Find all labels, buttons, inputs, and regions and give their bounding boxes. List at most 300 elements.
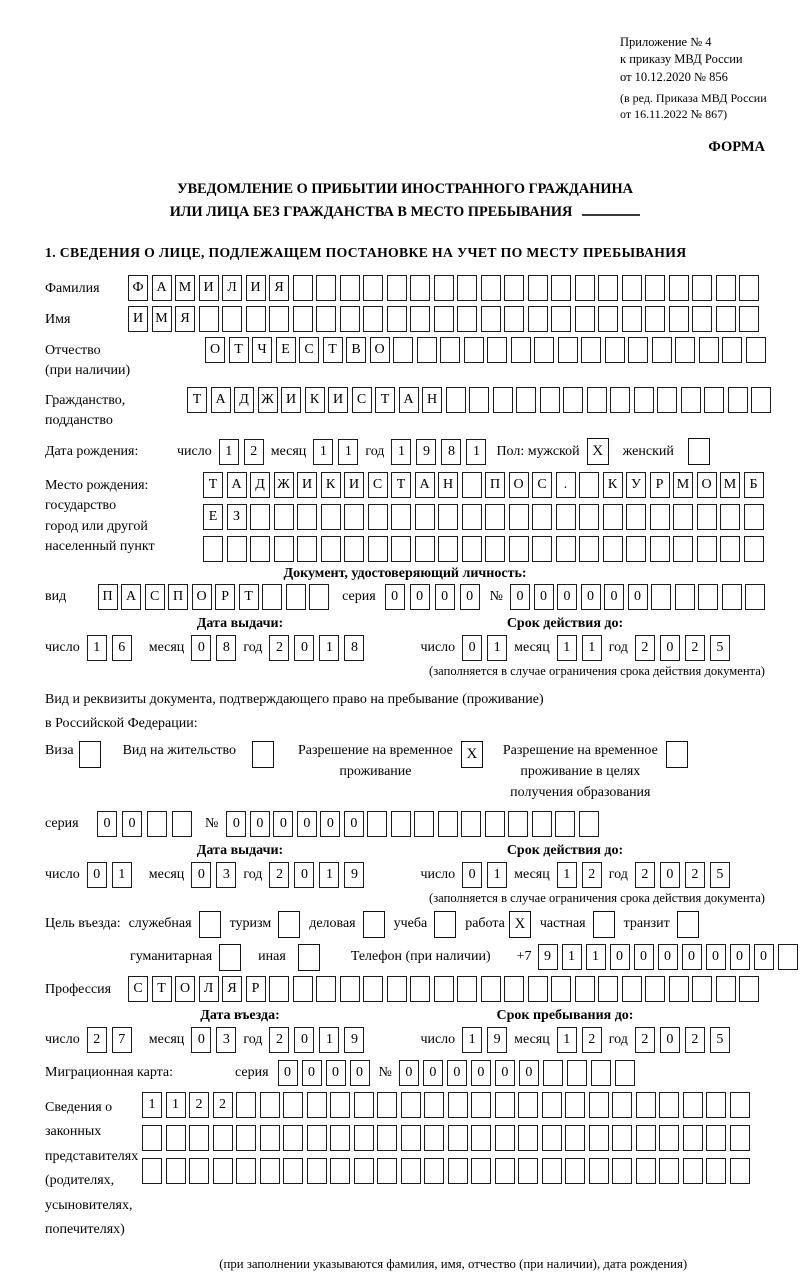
doc-expiry-day[interactable] <box>462 635 507 661</box>
char-box[interactable] <box>222 306 242 332</box>
char-box[interactable] <box>681 387 701 413</box>
migration-number-field[interactable] <box>399 1060 635 1086</box>
char-box[interactable]: О <box>192 584 212 610</box>
char-box[interactable]: Е <box>276 337 296 363</box>
firstname-field[interactable] <box>128 306 759 332</box>
char-box[interactable] <box>250 536 270 562</box>
char-box[interactable]: Т <box>203 472 223 498</box>
purpose-private-checkbox[interactable] <box>593 911 615 938</box>
char-box[interactable] <box>391 811 411 837</box>
char-box[interactable]: 2 <box>189 1092 209 1118</box>
char-box[interactable] <box>657 387 677 413</box>
char-box[interactable]: М <box>175 275 195 301</box>
char-box[interactable] <box>622 976 642 1002</box>
char-box[interactable] <box>142 1158 162 1184</box>
char-box[interactable] <box>598 275 618 301</box>
char-box[interactable] <box>448 1092 468 1118</box>
char-box[interactable]: Б <box>744 472 764 498</box>
char-box[interactable]: 0 <box>519 1060 539 1086</box>
char-box[interactable] <box>542 1092 562 1118</box>
char-box[interactable]: 0 <box>278 1060 298 1086</box>
entry-month[interactable] <box>191 1027 236 1053</box>
char-box[interactable] <box>516 387 536 413</box>
char-box[interactable]: 2 <box>269 1027 289 1053</box>
char-box[interactable]: Ж <box>274 472 294 498</box>
char-box[interactable] <box>368 536 388 562</box>
char-box[interactable] <box>172 811 192 837</box>
char-box[interactable]: А <box>121 584 141 610</box>
entry-day[interactable] <box>87 1027 132 1053</box>
char-box[interactable]: 0 <box>191 862 211 888</box>
surname-field[interactable] <box>128 275 759 301</box>
char-box[interactable] <box>706 1092 726 1118</box>
char-box[interactable] <box>417 337 437 363</box>
char-box[interactable] <box>262 584 282 610</box>
entry-year[interactable] <box>269 1027 364 1053</box>
char-box[interactable] <box>440 337 460 363</box>
char-box[interactable] <box>565 1092 585 1118</box>
char-box[interactable]: О <box>697 472 717 498</box>
char-box[interactable]: 0 <box>706 944 726 970</box>
char-box[interactable]: 0 <box>97 811 117 837</box>
char-box[interactable] <box>321 536 341 562</box>
char-box[interactable] <box>509 536 529 562</box>
char-box[interactable] <box>739 275 759 301</box>
char-box[interactable]: У <box>626 472 646 498</box>
char-box[interactable]: 0 <box>326 1060 346 1086</box>
char-box[interactable] <box>669 275 689 301</box>
visa-checkbox[interactable] <box>79 741 101 768</box>
char-box[interactable] <box>293 976 313 1002</box>
char-box[interactable] <box>354 1125 374 1151</box>
char-box[interactable] <box>528 976 548 1002</box>
char-box[interactable] <box>683 1125 703 1151</box>
char-box[interactable]: И <box>281 387 301 413</box>
char-box[interactable]: 0 <box>581 584 601 610</box>
char-box[interactable] <box>236 1125 256 1151</box>
char-box[interactable] <box>565 1125 585 1151</box>
char-box[interactable] <box>189 1158 209 1184</box>
char-box[interactable] <box>495 1092 515 1118</box>
char-box[interactable]: А <box>399 387 419 413</box>
char-box[interactable]: М <box>720 472 740 498</box>
char-box[interactable] <box>563 387 583 413</box>
char-box[interactable]: 2 <box>685 862 705 888</box>
char-box[interactable]: 1 <box>487 635 507 661</box>
char-box[interactable] <box>581 337 601 363</box>
residence-number-field[interactable] <box>226 811 599 837</box>
char-box[interactable] <box>387 306 407 332</box>
char-box[interactable] <box>579 504 599 530</box>
char-box[interactable] <box>469 387 489 413</box>
char-box[interactable] <box>722 584 742 610</box>
char-box[interactable]: 8 <box>216 635 236 661</box>
char-box[interactable] <box>587 387 607 413</box>
char-box[interactable]: 0 <box>495 1060 515 1086</box>
char-box[interactable] <box>471 1092 491 1118</box>
char-box[interactable] <box>591 1060 611 1086</box>
char-box[interactable] <box>283 1092 303 1118</box>
char-box[interactable] <box>415 504 435 530</box>
char-box[interactable] <box>415 536 435 562</box>
patronymic-field[interactable] <box>205 337 766 363</box>
char-box[interactable]: 9 <box>538 944 558 970</box>
char-box[interactable] <box>368 504 388 530</box>
char-box[interactable] <box>401 1158 421 1184</box>
char-box[interactable]: 0 <box>660 862 680 888</box>
residence-series-field[interactable] <box>97 811 192 837</box>
doc-issue-month[interactable] <box>191 635 236 661</box>
char-box[interactable]: 5 <box>710 635 730 661</box>
char-box[interactable] <box>344 536 364 562</box>
char-box[interactable] <box>410 976 430 1002</box>
char-box[interactable]: Т <box>375 387 395 413</box>
char-box[interactable]: 2 <box>213 1092 233 1118</box>
char-box[interactable] <box>528 306 548 332</box>
char-box[interactable] <box>410 306 430 332</box>
char-box[interactable] <box>391 504 411 530</box>
char-box[interactable]: 0 <box>610 944 630 970</box>
char-box[interactable] <box>692 976 712 1002</box>
char-box[interactable]: Т <box>187 387 207 413</box>
char-box[interactable] <box>293 275 313 301</box>
char-box[interactable] <box>274 536 294 562</box>
char-box[interactable]: 0 <box>462 635 482 661</box>
char-box[interactable]: С <box>368 472 388 498</box>
char-box[interactable]: 1 <box>487 862 507 888</box>
char-box[interactable]: 0 <box>660 1027 680 1053</box>
char-box[interactable] <box>340 976 360 1002</box>
char-box[interactable] <box>622 306 642 332</box>
char-box[interactable] <box>481 275 501 301</box>
char-box[interactable]: 0 <box>460 584 480 610</box>
char-box[interactable]: К <box>321 472 341 498</box>
char-box[interactable] <box>636 1158 656 1184</box>
char-box[interactable]: 1 <box>391 439 411 465</box>
char-box[interactable] <box>321 504 341 530</box>
char-box[interactable] <box>462 504 482 530</box>
char-box[interactable] <box>636 1125 656 1151</box>
char-box[interactable]: К <box>603 472 623 498</box>
char-box[interactable]: 5 <box>710 1027 730 1053</box>
char-box[interactable] <box>213 1158 233 1184</box>
char-box[interactable]: 2 <box>635 635 655 661</box>
char-box[interactable]: Т <box>239 584 259 610</box>
char-box[interactable]: С <box>145 584 165 610</box>
char-box[interactable] <box>716 275 736 301</box>
stay-month[interactable] <box>557 1027 602 1053</box>
char-box[interactable] <box>471 1125 491 1151</box>
char-box[interactable]: 0 <box>344 811 364 837</box>
residence-expiry-month[interactable] <box>557 862 602 888</box>
char-box[interactable]: 1 <box>562 944 582 970</box>
char-box[interactable] <box>495 1125 515 1151</box>
char-box[interactable] <box>316 275 336 301</box>
char-box[interactable] <box>434 306 454 332</box>
residence-permit-checkbox[interactable] <box>252 741 274 768</box>
char-box[interactable] <box>504 306 524 332</box>
char-box[interactable] <box>509 504 529 530</box>
char-box[interactable] <box>142 1125 162 1151</box>
char-box[interactable] <box>706 1125 726 1151</box>
char-box[interactable]: И <box>344 472 364 498</box>
char-box[interactable] <box>354 1158 374 1184</box>
char-box[interactable] <box>283 1125 303 1151</box>
char-box[interactable]: 2 <box>635 862 655 888</box>
char-box[interactable]: А <box>227 472 247 498</box>
char-box[interactable]: 0 <box>435 584 455 610</box>
char-box[interactable]: 3 <box>216 862 236 888</box>
representatives-row-2[interactable] <box>142 1125 750 1151</box>
char-box[interactable]: 5 <box>710 862 730 888</box>
char-box[interactable] <box>487 337 507 363</box>
char-box[interactable]: Д <box>250 472 270 498</box>
char-box[interactable] <box>401 1125 421 1151</box>
char-box[interactable]: С <box>128 976 148 1002</box>
char-box[interactable]: Р <box>246 976 266 1002</box>
char-box[interactable] <box>518 1092 538 1118</box>
char-box[interactable] <box>227 536 247 562</box>
char-box[interactable] <box>720 536 740 562</box>
char-box[interactable]: 1 <box>338 439 358 465</box>
char-box[interactable] <box>532 504 552 530</box>
char-box[interactable] <box>414 811 434 837</box>
char-box[interactable]: 0 <box>754 944 774 970</box>
char-box[interactable] <box>575 275 595 301</box>
char-box[interactable] <box>438 811 458 837</box>
char-box[interactable]: К <box>305 387 325 413</box>
char-box[interactable]: 0 <box>250 811 270 837</box>
residence-issue-year[interactable] <box>269 862 364 888</box>
char-box[interactable] <box>485 811 505 837</box>
char-box[interactable] <box>363 306 383 332</box>
char-box[interactable] <box>504 976 524 1002</box>
char-box[interactable]: М <box>152 306 172 332</box>
char-box[interactable]: 0 <box>294 862 314 888</box>
char-box[interactable] <box>363 275 383 301</box>
char-box[interactable] <box>659 1125 679 1151</box>
char-box[interactable] <box>166 1125 186 1151</box>
char-box[interactable] <box>344 504 364 530</box>
char-box[interactable]: Е <box>203 504 223 530</box>
char-box[interactable] <box>367 811 387 837</box>
char-box[interactable]: С <box>532 472 552 498</box>
char-box[interactable]: 0 <box>297 811 317 837</box>
char-box[interactable]: Л <box>222 275 242 301</box>
char-box[interactable]: О <box>370 337 390 363</box>
char-box[interactable] <box>645 306 665 332</box>
char-box[interactable] <box>363 976 383 1002</box>
char-box[interactable]: Я <box>175 306 195 332</box>
char-box[interactable] <box>622 275 642 301</box>
char-box[interactable]: Я <box>222 976 242 1002</box>
char-box[interactable]: 2 <box>87 1027 107 1053</box>
birth-place-row-1[interactable] <box>203 472 764 498</box>
char-box[interactable]: 8 <box>344 635 364 661</box>
char-box[interactable] <box>481 976 501 1002</box>
char-box[interactable]: 9 <box>416 439 436 465</box>
char-box[interactable] <box>462 472 482 498</box>
char-box[interactable] <box>393 337 413 363</box>
char-box[interactable] <box>166 1158 186 1184</box>
char-box[interactable]: 1 <box>466 439 486 465</box>
char-box[interactable] <box>199 306 219 332</box>
char-box[interactable] <box>716 306 736 332</box>
char-box[interactable]: 0 <box>385 584 405 610</box>
char-box[interactable]: А <box>415 472 435 498</box>
char-box[interactable] <box>555 811 575 837</box>
char-box[interactable] <box>659 1092 679 1118</box>
char-box[interactable] <box>330 1158 350 1184</box>
char-box[interactable]: И <box>128 306 148 332</box>
char-box[interactable]: З <box>227 504 247 530</box>
char-box[interactable] <box>293 306 313 332</box>
char-box[interactable] <box>645 275 665 301</box>
char-box[interactable] <box>589 1158 609 1184</box>
char-box[interactable] <box>250 504 270 530</box>
char-box[interactable] <box>575 976 595 1002</box>
char-box[interactable]: 2 <box>635 1027 655 1053</box>
char-box[interactable] <box>720 504 740 530</box>
char-box[interactable] <box>424 1158 444 1184</box>
char-box[interactable] <box>652 337 672 363</box>
char-box[interactable]: Ж <box>258 387 278 413</box>
purpose-tourism-checkbox[interactable] <box>278 911 300 938</box>
char-box[interactable] <box>330 1092 350 1118</box>
profession-field[interactable] <box>128 976 759 1002</box>
char-box[interactable]: Я <box>269 275 289 301</box>
purpose-transit-checkbox[interactable] <box>677 911 699 938</box>
char-box[interactable]: Н <box>422 387 442 413</box>
char-box[interactable] <box>698 584 718 610</box>
char-box[interactable]: М <box>673 472 693 498</box>
doc-issue-year[interactable] <box>269 635 364 661</box>
char-box[interactable] <box>424 1092 444 1118</box>
char-box[interactable] <box>297 504 317 530</box>
birth-place-row-2[interactable] <box>203 504 764 530</box>
char-box[interactable] <box>534 337 554 363</box>
rvp-education-checkbox[interactable] <box>666 741 688 768</box>
char-box[interactable]: 0 <box>471 1060 491 1086</box>
char-box[interactable] <box>612 1158 632 1184</box>
char-box[interactable] <box>579 811 599 837</box>
char-box[interactable] <box>316 306 336 332</box>
char-box[interactable]: Т <box>152 976 172 1002</box>
char-box[interactable]: 2 <box>244 439 264 465</box>
rvp-checkbox[interactable]: X <box>461 741 483 768</box>
char-box[interactable] <box>605 337 625 363</box>
char-box[interactable]: Т <box>391 472 411 498</box>
char-box[interactable] <box>626 536 646 562</box>
char-box[interactable] <box>716 976 736 1002</box>
char-box[interactable] <box>203 536 223 562</box>
char-box[interactable] <box>645 976 665 1002</box>
char-box[interactable]: 0 <box>410 584 430 610</box>
purpose-humanitarian-checkbox[interactable] <box>219 944 241 971</box>
char-box[interactable]: 0 <box>447 1060 467 1086</box>
char-box[interactable]: Ф <box>128 275 148 301</box>
char-box[interactable] <box>457 976 477 1002</box>
char-box[interactable]: И <box>328 387 348 413</box>
char-box[interactable] <box>730 1125 750 1151</box>
char-box[interactable] <box>424 1125 444 1151</box>
char-box[interactable] <box>673 504 693 530</box>
representatives-row-1[interactable] <box>142 1092 750 1118</box>
char-box[interactable] <box>579 472 599 498</box>
char-box[interactable]: 0 <box>87 862 107 888</box>
char-box[interactable] <box>612 1092 632 1118</box>
residence-issue-day[interactable] <box>87 862 132 888</box>
char-box[interactable]: 0 <box>320 811 340 837</box>
char-box[interactable] <box>307 1125 327 1151</box>
char-box[interactable] <box>283 1158 303 1184</box>
char-box[interactable] <box>387 275 407 301</box>
char-box[interactable] <box>236 1092 256 1118</box>
char-box[interactable] <box>309 584 329 610</box>
char-box[interactable] <box>697 536 717 562</box>
char-box[interactable] <box>377 1125 397 1151</box>
char-box[interactable] <box>147 811 167 837</box>
char-box[interactable]: 0 <box>510 584 530 610</box>
char-box[interactable] <box>495 1158 515 1184</box>
char-box[interactable]: 0 <box>682 944 702 970</box>
char-box[interactable]: О <box>509 472 529 498</box>
char-box[interactable] <box>628 337 648 363</box>
char-box[interactable]: 9 <box>344 862 364 888</box>
char-box[interactable] <box>340 306 360 332</box>
char-box[interactable]: А <box>211 387 231 413</box>
char-box[interactable]: 0 <box>634 944 654 970</box>
char-box[interactable] <box>579 536 599 562</box>
char-box[interactable]: 9 <box>487 1027 507 1053</box>
char-box[interactable] <box>692 275 712 301</box>
char-box[interactable]: 2 <box>582 1027 602 1053</box>
char-box[interactable] <box>448 1158 468 1184</box>
char-box[interactable] <box>650 504 670 530</box>
char-box[interactable] <box>391 536 411 562</box>
char-box[interactable]: 0 <box>302 1060 322 1086</box>
char-box[interactable] <box>457 306 477 332</box>
purpose-other-checkbox[interactable] <box>298 944 320 971</box>
char-box[interactable] <box>542 1125 562 1151</box>
stay-day[interactable] <box>462 1027 507 1053</box>
char-box[interactable]: С <box>299 337 319 363</box>
char-box[interactable]: 9 <box>344 1027 364 1053</box>
sex-male-checkbox[interactable]: X <box>587 438 609 465</box>
char-box[interactable]: Р <box>650 472 670 498</box>
char-box[interactable] <box>692 306 712 332</box>
char-box[interactable] <box>626 504 646 530</box>
char-box[interactable]: 0 <box>730 944 750 970</box>
char-box[interactable] <box>213 1125 233 1151</box>
char-box[interactable] <box>567 1060 587 1086</box>
char-box[interactable] <box>739 976 759 1002</box>
char-box[interactable] <box>493 387 513 413</box>
char-box[interactable] <box>340 275 360 301</box>
char-box[interactable] <box>675 584 695 610</box>
char-box[interactable]: 0 <box>557 584 577 610</box>
char-box[interactable] <box>532 536 552 562</box>
char-box[interactable] <box>286 584 306 610</box>
char-box[interactable]: П <box>168 584 188 610</box>
sex-female-checkbox[interactable] <box>688 438 710 465</box>
char-box[interactable]: 2 <box>582 862 602 888</box>
char-box[interactable] <box>659 1158 679 1184</box>
char-box[interactable]: 6 <box>112 635 132 661</box>
char-box[interactable] <box>751 387 771 413</box>
char-box[interactable] <box>722 337 742 363</box>
char-box[interactable] <box>485 504 505 530</box>
